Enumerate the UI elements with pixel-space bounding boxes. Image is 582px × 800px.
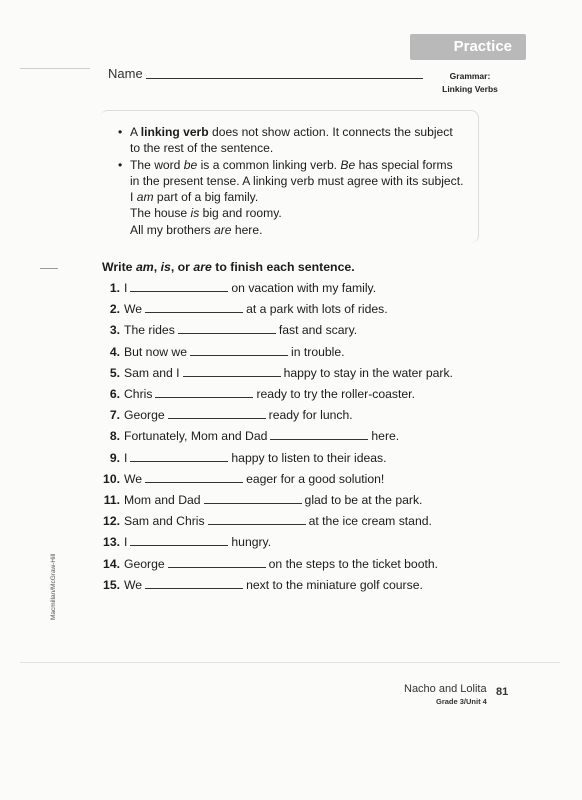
exercise-text-before: Sam and I	[124, 365, 180, 380]
example-2-a: The house	[130, 206, 191, 221]
example-3-a: All my brothers	[130, 222, 215, 237]
exercise-item	[86, 471, 384, 487]
exercise-item	[86, 450, 387, 466]
exercise-text-before: Chris	[124, 387, 153, 401]
practice-label: Practice	[453, 38, 512, 55]
example-1	[118, 189, 463, 205]
instr-part2: , or	[170, 260, 194, 274]
answer-blank[interactable]	[270, 428, 368, 440]
example-2-b: big and roomy.	[199, 206, 282, 221]
answer-blank[interactable]	[168, 407, 266, 419]
rule-be-verb	[118, 157, 463, 190]
exercise-text-before: The rides	[124, 323, 175, 338]
exercise-number: 9.	[109, 450, 120, 465]
exercise-number: 2.	[109, 302, 120, 317]
exercise-text-before: Sam and Chris	[124, 514, 205, 529]
exercise-item	[86, 280, 376, 296]
answer-blank[interactable]	[178, 322, 276, 334]
exercise-number: 15.	[103, 577, 120, 592]
grammar-label: Grammar:	[449, 71, 491, 81]
rule1-prefix: A	[130, 125, 141, 139]
bullet-icon: •	[118, 125, 123, 139]
exercise-item	[86, 534, 271, 550]
example-3	[118, 222, 463, 238]
instructions	[102, 260, 355, 274]
answer-blank[interactable]	[168, 556, 266, 568]
instr-am: am	[135, 260, 154, 274]
exercise-text-before: We	[124, 471, 143, 486]
rule1-rest: does not show action. It connects the subject	[208, 125, 453, 139]
exercise-number: 4.	[109, 344, 120, 359]
publisher-credit: Macmillan/McGraw-Hill	[50, 553, 57, 620]
exercise-text-before: George	[124, 556, 165, 571]
answer-blank[interactable]	[208, 513, 306, 525]
name-field-line[interactable]	[146, 78, 423, 79]
exercise-item	[86, 301, 388, 317]
answer-blank[interactable]	[190, 344, 288, 356]
topic-label-block	[430, 70, 510, 96]
exercise-text-after: happy to listen to their ideas.	[231, 450, 387, 465]
exercise-item	[86, 428, 399, 444]
exercise-text-before: George	[124, 408, 165, 423]
exercise-number: 6.	[109, 387, 120, 401]
exercise-text-after: here.	[371, 429, 400, 444]
rule2-part2: is a common linking verb.	[197, 157, 341, 172]
exercise-text-before: Mom and Dad	[124, 493, 201, 507]
rule2-be: be	[183, 157, 198, 172]
exercise-item	[86, 577, 423, 593]
exercise-text-after: on the steps to the ticket booth.	[268, 556, 439, 571]
rules-text	[118, 124, 463, 238]
bullet-icon: •	[118, 157, 123, 172]
footer-grade: Grade 3/Unit 4	[436, 697, 487, 706]
rule2-be2: Be	[340, 157, 356, 172]
exercise-number: 3.	[109, 323, 120, 338]
rule1-term: linking verb	[140, 125, 209, 139]
exercise-item	[86, 492, 422, 508]
instr-part1: Write	[102, 260, 136, 274]
left-margin-dash	[40, 268, 58, 269]
exercise-item	[86, 513, 432, 529]
exercise-text-after: at the ice cream stand.	[308, 514, 432, 529]
exercise-number: 7.	[109, 408, 120, 423]
top-left-rule	[20, 68, 90, 69]
exercise-item	[86, 386, 415, 402]
instr-comma: ,	[153, 260, 161, 274]
rule-linking-verb	[118, 124, 463, 157]
exercise-number: 8.	[109, 429, 120, 444]
exercise-number: 5.	[109, 365, 120, 380]
answer-blank[interactable]	[145, 301, 243, 313]
instr-are: are	[193, 260, 212, 274]
example-2	[118, 205, 463, 221]
exercise-text-before: We	[124, 577, 143, 592]
exercise-text-before: We	[124, 302, 143, 317]
example-1-verb: am	[136, 190, 154, 205]
exercise-number: 1.	[109, 281, 120, 295]
exercise-number: 14.	[103, 556, 120, 571]
exercise-text-before: I	[124, 450, 128, 465]
exercise-text-after: happy to stay in the water park.	[283, 365, 453, 380]
answer-blank[interactable]	[145, 577, 243, 589]
answer-blank[interactable]	[130, 534, 228, 546]
exercise-text-before: But now we	[124, 344, 188, 359]
example-2-verb: is	[190, 206, 200, 221]
exercise-item	[86, 322, 357, 338]
exercise-item	[86, 344, 345, 360]
exercise-text-after: glad to be at the park.	[304, 493, 423, 507]
exercise-text-after: ready to try the roller-coaster.	[256, 387, 415, 401]
exercise-text-after: fast and scary.	[278, 323, 358, 338]
answer-blank[interactable]	[130, 450, 228, 462]
rule1-cont: to the rest of the sentence.	[130, 141, 274, 156]
rule2-part3: has special forms	[355, 157, 453, 172]
topic-label: Linking Verbs	[442, 84, 498, 94]
footer-title: Nacho and Lolita	[404, 683, 487, 695]
example-3-verb: are	[214, 222, 232, 237]
exercise-text-after: eager for a good solution!	[246, 471, 385, 486]
exercise-text-after: ready for lunch.	[268, 408, 353, 423]
exercise-text-after: at a park with lots of rides.	[246, 302, 388, 317]
exercise-text-after: next to the miniature golf course.	[246, 577, 423, 592]
answer-blank[interactable]	[204, 492, 302, 504]
bottom-rule	[20, 662, 560, 663]
exercise-item	[86, 365, 453, 381]
exercise-number: 13.	[103, 535, 120, 550]
answer-blank[interactable]	[183, 365, 281, 377]
page-number: 81	[496, 686, 509, 698]
example-1-a: I	[130, 190, 137, 205]
example-1-b: part of a big family.	[153, 190, 259, 205]
exercise-number: 11.	[103, 493, 120, 507]
exercise-text-after: on vacation with my family.	[231, 281, 377, 295]
instr-part3: to finish each sentence.	[211, 260, 355, 274]
exercise-text-after: in trouble.	[291, 344, 345, 359]
exercise-text-before: I	[124, 281, 128, 295]
answer-blank[interactable]	[145, 471, 243, 483]
example-3-b: here.	[231, 222, 263, 237]
exercise-number: 12.	[103, 514, 120, 529]
name-label: Name	[108, 66, 143, 81]
practice-tab	[410, 34, 526, 60]
exercise-text-after: hungry.	[231, 535, 272, 550]
answer-blank[interactable]	[130, 280, 228, 292]
exercise-number: 10.	[103, 471, 120, 486]
exercise-text-before: I	[124, 535, 128, 550]
exercise-item	[86, 556, 438, 572]
exercise-text-before: Fortunately, Mom and Dad	[124, 429, 268, 444]
rule2-part1: The word	[130, 157, 184, 172]
instr-is: is	[160, 260, 171, 274]
exercise-item	[86, 407, 353, 423]
answer-blank[interactable]	[155, 386, 253, 398]
rule2-cont: in the present tense. A linking verb must agree with its subject.	[130, 173, 464, 188]
